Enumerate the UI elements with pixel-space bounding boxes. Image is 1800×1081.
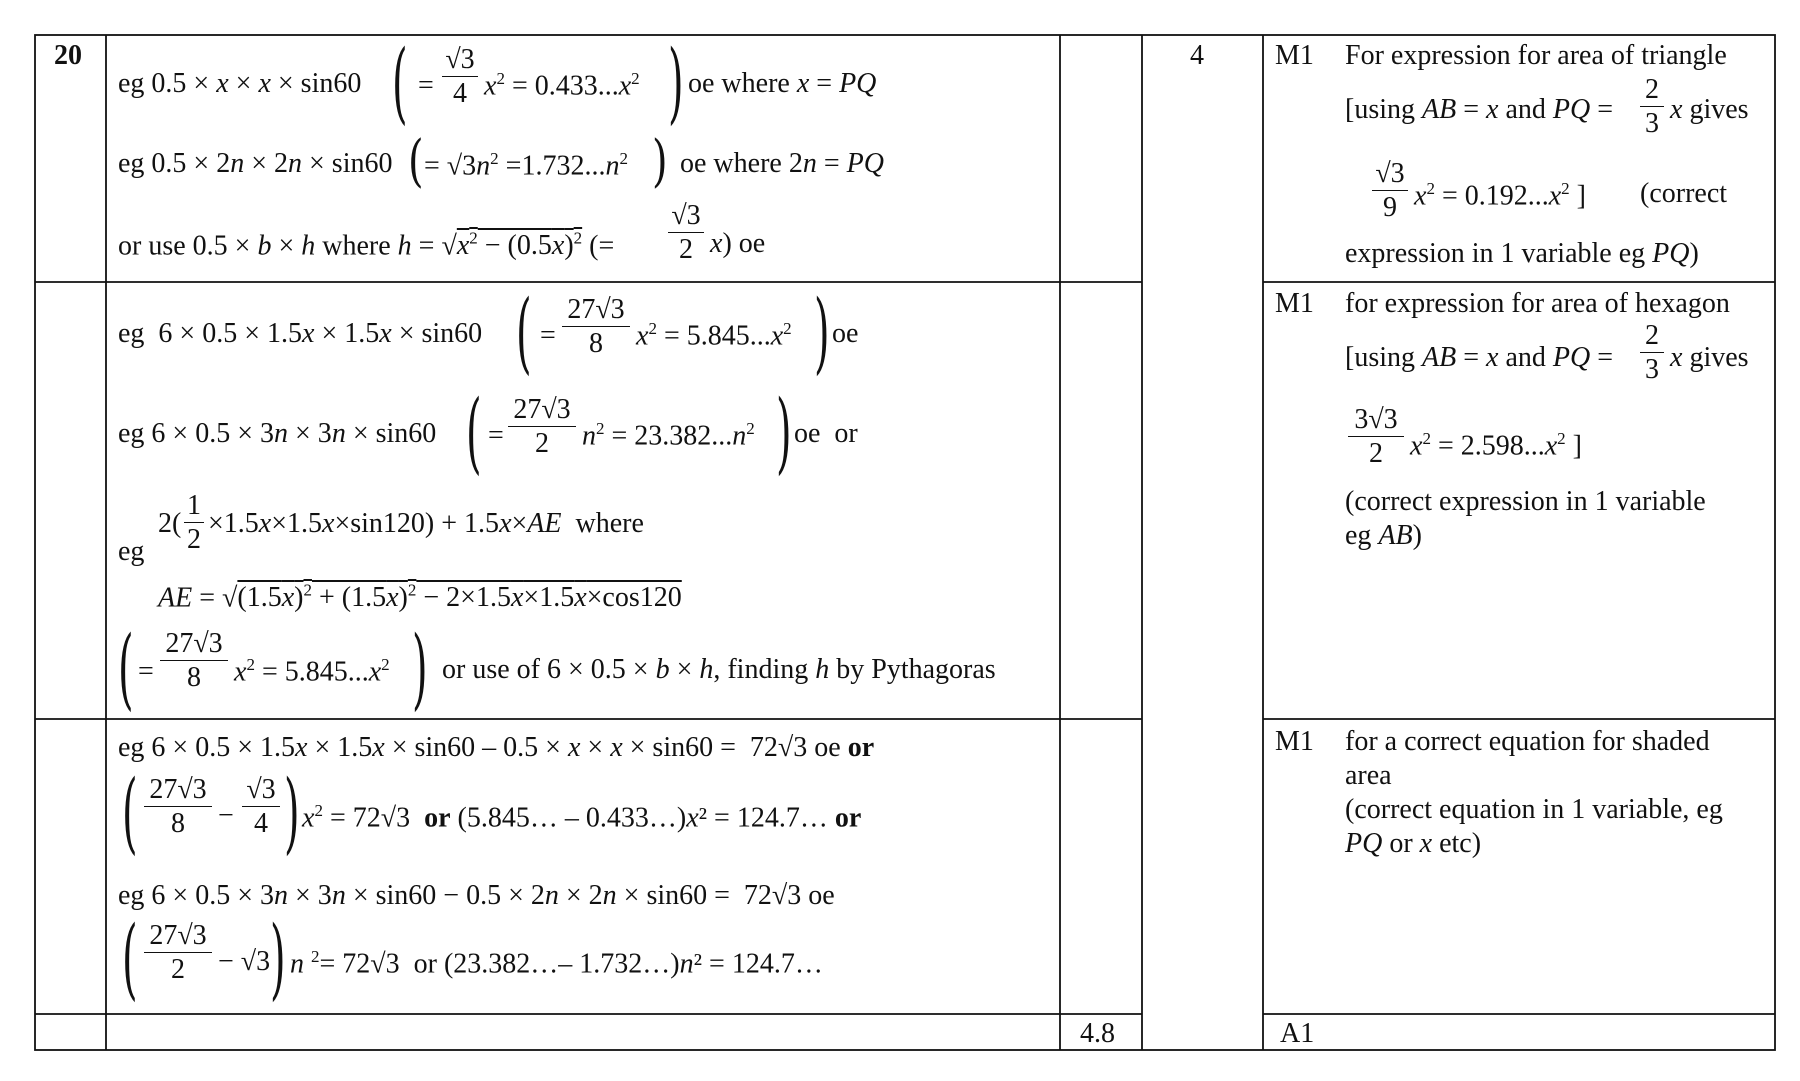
- mark-code: M1: [1275, 40, 1314, 71]
- mark-code: M1: [1275, 726, 1314, 757]
- right-paren: ): [668, 33, 684, 135]
- mark-code: M1: [1275, 288, 1314, 319]
- question-number: 20: [54, 40, 82, 71]
- answer-value: 4.8: [1080, 1018, 1115, 1049]
- fraction: $\frac{√3}{4}$: [442, 46, 478, 108]
- mark-scheme-page: 20 4 4.8 eg 0.5 × x × x × sin60 ( = $\frac{√3}{4}$ $x^2 = 0.433...x^2$ ) oe where x = PQ eg 0.5 × 2n × 2n × sin60 ( = $√3n^2 =1.732...n^2$ ) oe where 2n = PQ or use 0.5 × b × h where $h = √x^2 - (0.5x)^2$ (= $\frac{√3}{2}$ x) oe M1 For expression for area of triangle [using AB = x and PQ = $\frac{2}{3}$ x gives $\frac{√3}{9}$ $x^2 = 0.192...x^2$ ] (correct expression in 1 variable eg PQ) eg 6 × 0.5 × 1.5x × 1.5x × sin60 ( = $\frac{27√3}{8}$ $x^2 = 5.845...x^2$ ) oe eg 6 × 0.5 × 3n × 3n × sin60 ( = $\frac{27√3}{2}$ $n^2 = 23.382...n^2$ ) oe or eg 2( $\frac{1}{2}$ ×1.5x×1.5x×sin120) + 1.5x×AE where AE = $√(1.5x)^2 + (1.5x)^2 - 2\times 1.5x\times 1.5x\times\cos 120$ ( = $\frac{27√3}{8}$ $x^2 = 5.845...x^2$ ) or use of 6 × 0.5 × b × h, finding h by Pythagoras M1 for expression for area of hexagon [using AB = x and PQ = $\frac{2}{3}$ x gives $\frac{3√3}{2}$ $x^2 = 2.598...x^2$ ] (correct expression in 1 variable eg AB) eg 6 × 0.5 × 1.5x × 1.5x × sin60 – 0.5 × x × x × sin60 = 72√3 oe or ( $\frac{27√3}{8}$ − $\frac{√3}{4}$ ) $x^2 = 72√3$ or (5.845… – 0.433…)x² = 124.7… or eg 6 × 0.5 × 3n × 3n × sin60 − 0.5 × 2n × 2n × sin60 = 72√3 oe ( $\frac{27√3}{2}$ − √3 ) n $^2$= 72√3 or (23.382…– 1.732…)n² = 124.7… M1 for a correct equation for shaded area (correct equation in 1 variable, eg PQ or x etc) A1: [0, 0, 1800, 1081]
- working-line: eg 0.5 × x × x × sin60: [118, 68, 362, 99]
- marks-total: 4: [1190, 40, 1204, 71]
- mark-code: A1: [1280, 1018, 1315, 1049]
- left-paren: (: [392, 33, 408, 135]
